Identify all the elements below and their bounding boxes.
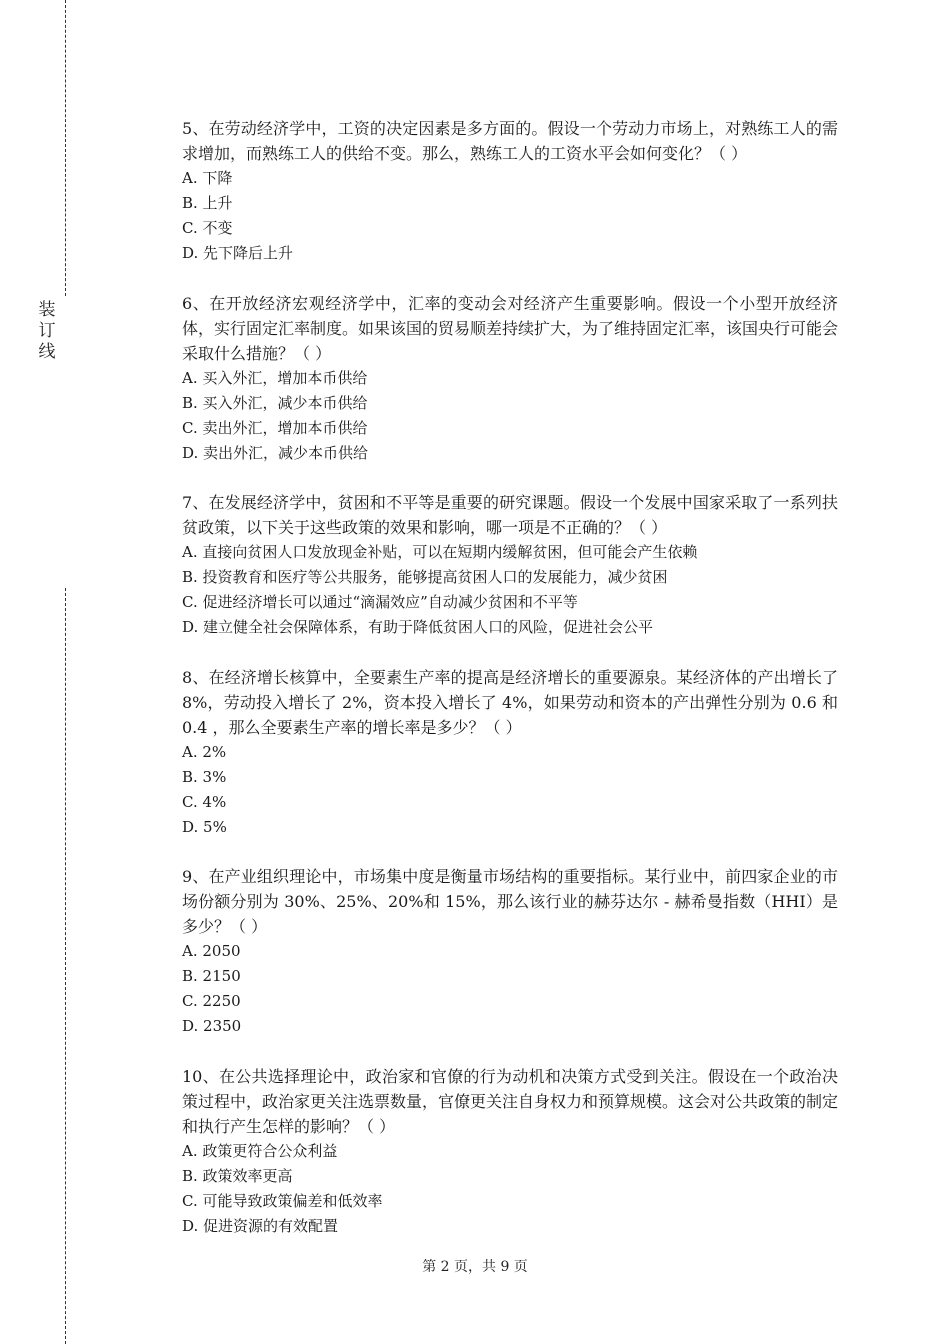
question-5 (182, 116, 838, 266)
option-b: B. 上升 (182, 194, 233, 212)
option-c: C. 可能导致政策偏差和低效率 (182, 1191, 383, 1210)
question-10 (182, 1064, 838, 1239)
option-a: A. 下降 (182, 169, 233, 187)
option-c: C. 不变 (182, 219, 233, 237)
question-8 (182, 665, 838, 840)
question-stem: 9、在产业组织理论中，市场集中度是衡量市场结构的重要指标。某行业中，前四家企业的市场份额分别为 30%、25%、20%和 15%，那么该行业的赫芬达尔 - 赫希曼指数（HHI）是多少？（ ） (182, 867, 838, 936)
question-6 (182, 291, 838, 466)
option-b: B. 投资教育和医疗等公共服务，能够提高贫困人口的发展能力，减少贫困 (182, 568, 668, 586)
question-7 (182, 490, 838, 640)
option-a: A. 2050 (182, 942, 241, 960)
question-stem: 10、在公共选择理论中，政治家和官僚的行为动机和决策方式受到关注。假设在一个政治决策过程中，政治家更关注选票数量，官僚更关注自身权力和预算规模。这会对公共政策的制定和执行产生怎样的影响？（ ） (182, 1066, 839, 1136)
question-9 (182, 864, 838, 1039)
option-b: B. 政策效率更高 (182, 1166, 293, 1185)
option-a: A. 直接向贫困人口发放现金补贴，可以在短期内缓解贫困，但可能会产生依赖 (182, 543, 698, 561)
option-a: A. 2% (182, 742, 227, 761)
binding-label (37, 300, 57, 363)
binding-dashed-line-bottom (65, 588, 66, 1344)
binding-label-char: 线 (38, 342, 56, 362)
option-b: B. 买入外汇，减少本币供给 (182, 393, 368, 412)
question-list (182, 116, 838, 1263)
option-b: B. 3% (182, 767, 227, 786)
option-d: D. 5% (182, 817, 227, 836)
question-stem: 6、在开放经济宏观经济学中，汇率的变动会对经济产生重要影响。假设一个小型开放经济体，实行固定汇率制度。如果该国的贸易顺差持续扩大，为了维持固定汇率，该国央行可能会采取什么措施？（ ） (182, 293, 839, 363)
option-b: B. 2150 (182, 967, 241, 985)
option-c: C. 促进经济增长可以通过“滴漏效应”自动减少贫困和不平等 (182, 593, 578, 611)
option-d: D. 卖出外汇，减少本币供给 (182, 443, 369, 462)
binding-dashed-line-top (65, 0, 66, 296)
option-c: C. 4% (182, 792, 227, 811)
option-d: D. 先下降后上升 (182, 244, 294, 262)
question-stem: 8、在经济增长核算中，全要素生产率的提高是经济增长的重要源泉。某经济体的产出增长了 8%，劳动投入增长了 2%，资本投入增长了 4%，如果劳动和资本的产出弹性分别为 0.6 和 0.4 ，那么全要素生产率的增长率是多少？（ ） (182, 667, 838, 737)
question-stem: 5、在劳动经济学中，工资的决定因素是多方面的。假设一个劳动力市场上，对熟练工人的需求增加，而熟练工人的供给不变。那么，熟练工人的工资水平会如何变化？（ ） (182, 119, 838, 163)
question-stem: 7、在发展经济学中，贫困和不平等是重要的研究课题。假设一个发展中国家采取了一系列扶贫政策，以下关于这些政策的效果和影响，哪一项是不正确的？（ ） (182, 493, 838, 537)
page-number: 第 2 页，共 9 页 (422, 1259, 528, 1275)
option-a: A. 买入外汇，增加本币供给 (182, 368, 368, 387)
option-d: D. 促进资源的有效配置 (182, 1216, 339, 1235)
binding-label-char: 订 (38, 321, 56, 341)
binding-label-char: 装 (38, 300, 56, 320)
option-d: D. 2350 (182, 1017, 242, 1035)
option-d: D. 建立健全社会保障体系，有助于降低贫困人口的风险，促进社会公平 (182, 618, 654, 636)
option-a: A. 政策更符合公众利益 (182, 1141, 338, 1160)
option-c: C. 卖出外汇，增加本币供给 (182, 418, 368, 437)
option-c: C. 2250 (182, 992, 241, 1010)
